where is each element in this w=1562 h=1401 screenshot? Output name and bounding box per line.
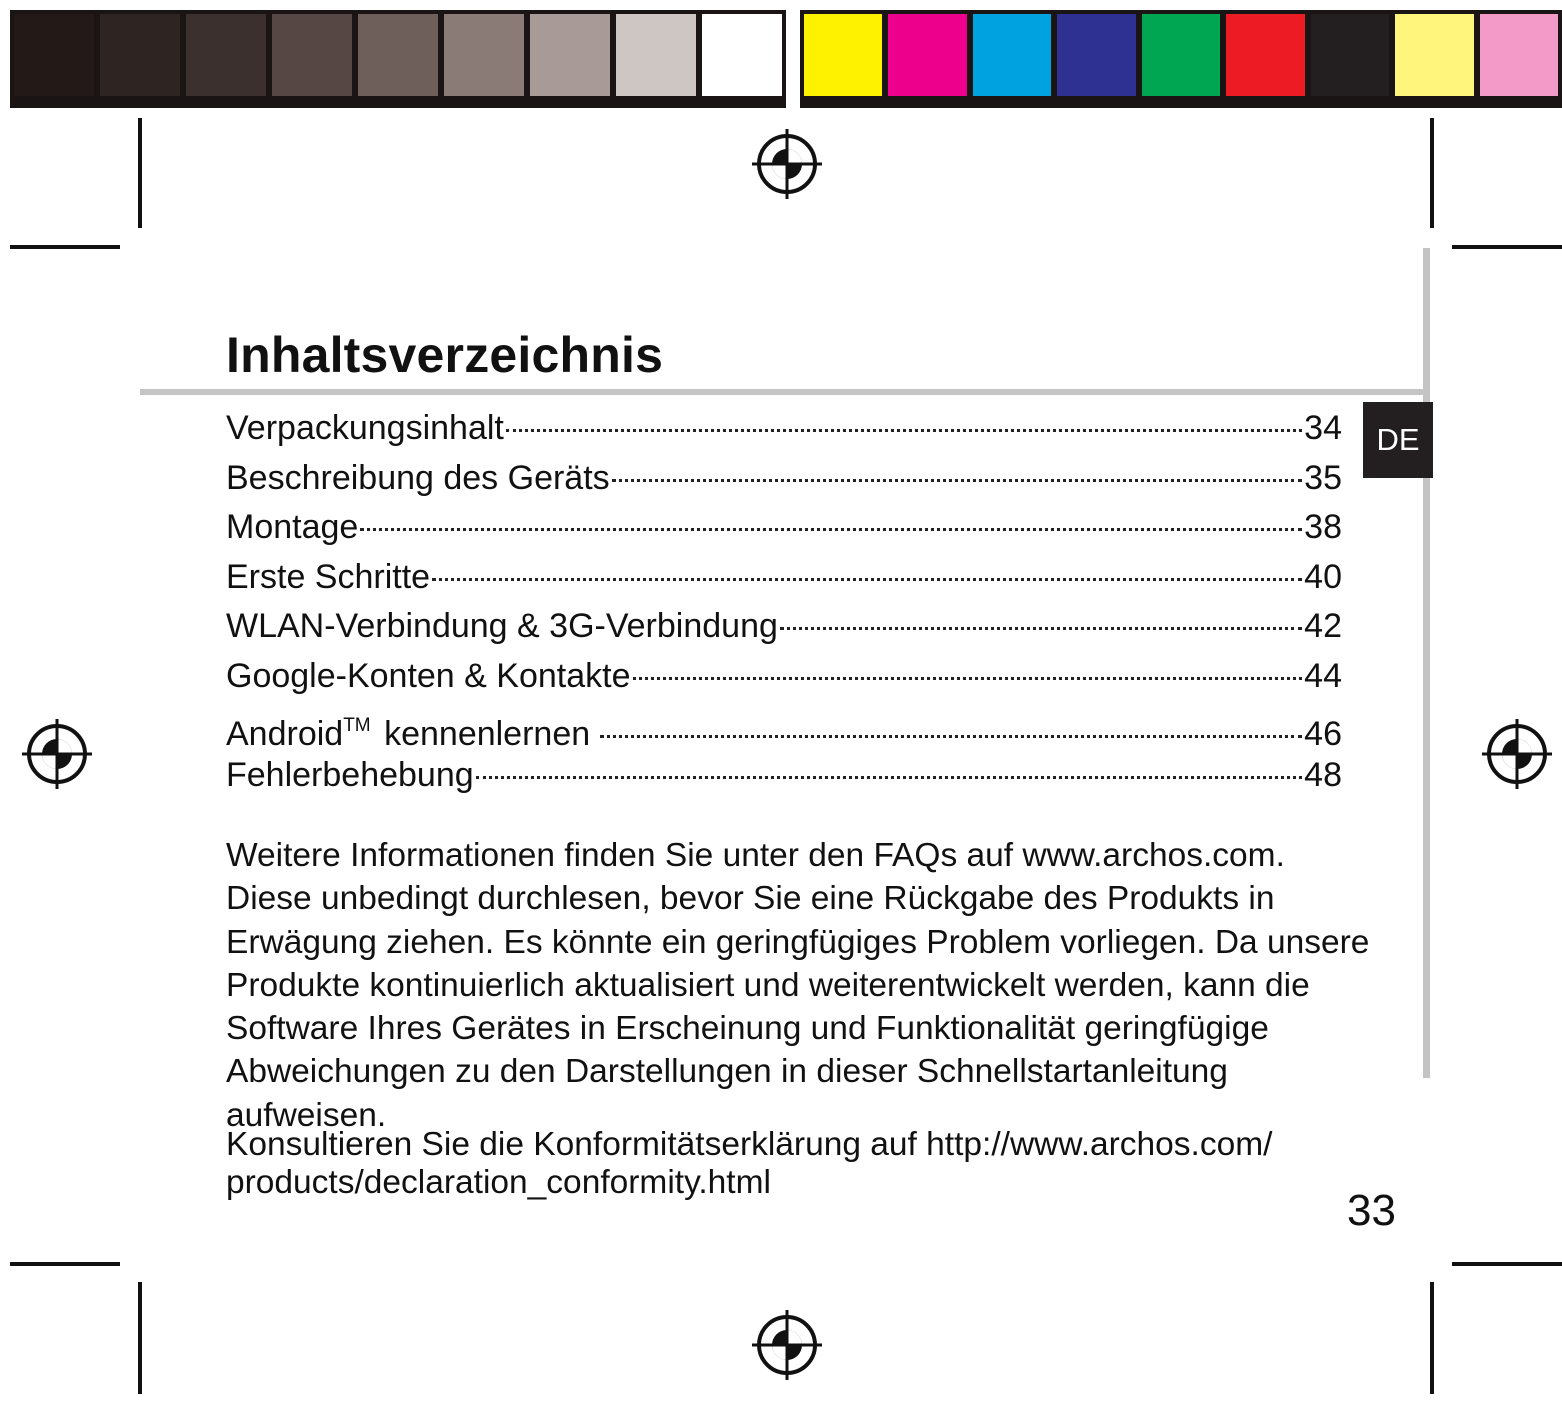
- color-swatch: [888, 14, 966, 96]
- toc-entry[interactable]: [226, 751, 1342, 801]
- crop-mark: [10, 1262, 120, 1266]
- toc-leader-dots: [633, 677, 1303, 680]
- toc-entry-label-suffix: kennenlernen: [374, 715, 591, 753]
- color-swatch: [444, 14, 524, 96]
- toc-entry-page: 34: [1304, 409, 1342, 447]
- language-tab: DE: [1363, 402, 1433, 478]
- color-swatch: [14, 14, 94, 96]
- table-of-contents: [226, 404, 1342, 800]
- toc-entry[interactable]: [226, 454, 1342, 504]
- color-swatch: [702, 14, 782, 96]
- grayscale-calibration-bar: [10, 10, 786, 108]
- crop-mark: [138, 1282, 142, 1394]
- color-swatch: [272, 14, 352, 96]
- toc-leader-dots: [476, 776, 1303, 779]
- toc-entry[interactable]: [226, 553, 1342, 603]
- page-title: Inhaltsverzeichnis: [226, 327, 664, 383]
- toc-entry-label: WLAN-Verbindung & 3G-Verbindung: [226, 607, 778, 645]
- toc-entry-label: Google-Konten & Kontakte: [226, 656, 631, 695]
- toc-entry[interactable]: [226, 602, 1342, 652]
- toc-leader-dots: [612, 479, 1303, 482]
- toc-entry-label: Fehlerbehebung: [226, 755, 474, 794]
- toc-entry-page: 44: [1304, 656, 1342, 695]
- toc-entry-label: Beschreibung des Geräts: [226, 458, 610, 497]
- registration-mark-icon: [750, 1308, 824, 1382]
- color-swatch: [973, 14, 1051, 96]
- crop-mark: [1452, 245, 1562, 249]
- intro-paragraph: Weitere Informationen finden Sie unter den FAQs auf www.archos.com. Diese unbedingt durchlesen, bevor Sie eine Rückgabe des Produkts in Erwägung ziehen. Es könnte ein geringfügiges Problem vorliegen. Da unsere Produkte kontinuierlich aktualisiert und weiterentwickelt werden, kann die Software Ihres Gerätes in Erscheinung und Funktionalität geringfügige Abweichungen zu den Darstellungen in dieser Schnellstartanleitung aufweisen.: [226, 837, 1370, 1134]
- crop-mark: [10, 245, 120, 249]
- color-calibration-bar: [800, 10, 1562, 108]
- color-swatch: [616, 14, 696, 96]
- toc-entry-label: Montage: [226, 508, 359, 546]
- side-rule: [1423, 248, 1430, 1078]
- crop-mark: [1430, 118, 1434, 228]
- color-swatch: [100, 14, 180, 96]
- color-swatch: [1142, 14, 1220, 96]
- color-swatch: [530, 14, 610, 96]
- color-swatch: [1480, 14, 1558, 96]
- toc-leader-dots: [360, 528, 1302, 531]
- registration-mark-icon: [20, 717, 94, 791]
- toc-leader-dots: [780, 627, 1302, 630]
- toc-entry-page: 48: [1304, 755, 1342, 794]
- crop-mark: [138, 118, 142, 228]
- toc-entry-page: 40: [1304, 557, 1342, 596]
- color-swatch: [1395, 14, 1473, 96]
- toc-entry-page: 35: [1304, 458, 1342, 497]
- color-swatch: [1226, 14, 1304, 96]
- toc-entry-page: 46: [1304, 715, 1342, 753]
- color-swatch: [1057, 14, 1135, 96]
- title-underline: [140, 389, 1430, 395]
- toc-entry-page: 42: [1304, 607, 1342, 645]
- toc-entry[interactable]: [226, 404, 1342, 454]
- page-number: 33: [1347, 1186, 1396, 1235]
- color-swatch: [1311, 14, 1389, 96]
- toc-entry-label: Verpackungsinhalt: [226, 409, 504, 447]
- trademark-sup: TM: [343, 715, 371, 736]
- toc-leader-dots: [432, 578, 1302, 581]
- conformity-note: Konsultieren Sie die Konformitätserklärung auf http://www.archos.com/ products/declaration_conformity.html: [226, 1126, 1273, 1201]
- toc-leader-dots: [506, 429, 1302, 432]
- toc-entry[interactable]: [226, 652, 1342, 702]
- crop-mark: [1452, 1262, 1562, 1266]
- toc-entry[interactable]: [226, 701, 1342, 751]
- toc-entry[interactable]: [226, 503, 1342, 553]
- toc-entry-page: 38: [1304, 508, 1342, 546]
- toc-entry-label-main: Android: [226, 715, 344, 753]
- toc-leader-dots: [600, 735, 1302, 738]
- color-swatch: [186, 14, 266, 96]
- crop-mark: [1430, 1282, 1434, 1394]
- color-swatch: [804, 14, 882, 96]
- color-swatch: [358, 14, 438, 96]
- registration-mark-icon: [1480, 717, 1554, 791]
- registration-mark-icon: [750, 127, 824, 201]
- toc-entry-label: Erste Schritte: [226, 557, 431, 596]
